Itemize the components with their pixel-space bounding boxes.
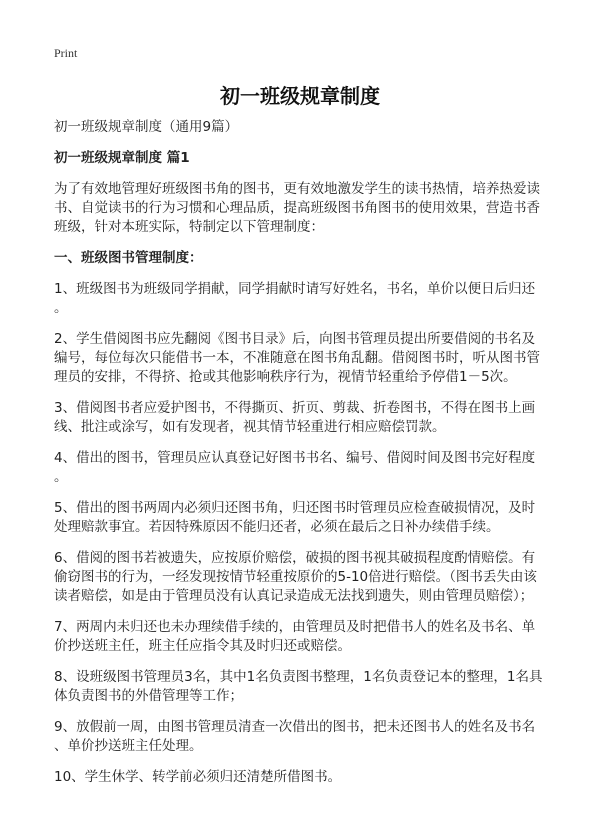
section-heading: 一、班级图书管理制度： — [54, 250, 203, 266]
text-line: 3、借阅图书者应爱护图书，不得撕页、折页、剪裁、折卷图书，不得在图书上画 — [54, 400, 536, 416]
text-line: 5、借出的图书两周内必须归还图书角，归还图书时管理员应检查破损情况，及时 — [54, 500, 536, 516]
rule-item — [54, 449, 574, 487]
article-heading: 初一班级规章制度 篇1 — [54, 150, 190, 166]
text-line: 线、批注或涂写，如有发现者，视其情节轻重进行相应赔偿罚款。 — [54, 419, 446, 435]
text-line: 4、借出的图书，管理员应认真登记好图书书名、编号、借阅时间及图书完好程度 — [54, 450, 536, 466]
text-line: 读者赔偿，如是由于管理员没有认真记录造成无法找到遗失，则由管理员赔偿）； — [54, 588, 534, 604]
text-line: 价抄送班主任，班主任应指令其及时归还或赔偿。 — [54, 638, 351, 654]
text-line: 偷窃图书的行为，一经发现按情节轻重按原价的5-10倍进行赔偿。（图书丢失由该 — [54, 569, 537, 585]
rule-item — [54, 499, 574, 537]
text-line: 书、自觉读书的行为习惯和心理品质，提高班级图书角图书的使用效果，营造书香 — [54, 200, 540, 216]
text-line: 体负责图书的外借管理等工作； — [54, 688, 243, 704]
rule-item — [54, 718, 574, 756]
intro-paragraph — [54, 180, 574, 237]
text-line: 1、班级图书为班级同学捐献，同学捐献时请写好姓名，书名，单价以便日后归还 — [54, 281, 536, 297]
rule-item — [54, 768, 574, 787]
text-line: 、单价抄送班主任处理。 — [54, 738, 203, 754]
text-line: 7、两周内未归还也未办理续借手续的，由管理员及时把借书人的姓名及书名、单 — [54, 619, 536, 635]
text-line: 6、借阅的图书若被遗失，应按原价赔偿，破损的图书视其破损程度酌情赔偿。有 — [54, 550, 536, 566]
text-line: 。 — [54, 469, 68, 485]
rule-item — [54, 330, 574, 387]
rule-item — [54, 668, 574, 706]
text-line: 2、学生借阅图书应先翻阅《图书目录》后，向图书管理员提出所要借阅的书名及 — [54, 331, 536, 347]
text-line: 理员的安排，不得挤、抢或其他影响秩序行为，视情节轻重给予停借1－5次。 — [54, 369, 517, 385]
text-line: 处理赔款事宜。若因特殊原因不能归还者，必须在最后之日补办续借手续。 — [54, 519, 500, 535]
print-link[interactable]: Print — [54, 46, 78, 60]
rule-item — [54, 618, 574, 656]
text-line: 。 — [54, 300, 68, 316]
text-line: 9、放假前一周，由图书管理员清查一次借出的图书，把未还图书人的姓名及书名 — [54, 719, 536, 735]
rule-item — [54, 399, 574, 437]
text-line: 8、设班级图书管理员3名，其中1名负责图书整理，1名负责登记本的整理，1名具 — [54, 669, 543, 685]
page-title: 初一班级规章制度 — [220, 84, 380, 108]
rule-item — [54, 280, 574, 318]
document-body — [54, 118, 574, 799]
text-line: 编号，每位每次只能借书一本，不准随意在图书角乱翻。借阅图书时，听从图书管 — [54, 350, 540, 366]
text-line: 10、学生休学、转学前必须归还清楚所借图书。 — [54, 769, 342, 785]
text-line: 班级，针对本班实际，特制定以下管理制度： — [54, 219, 324, 235]
text-line: 为了有效地管理好班级图书角的图书，更有效地激发学生的读书热情，培养热爱读 — [54, 181, 540, 197]
subtitle: 初一班级规章制度（通用9篇） — [54, 119, 239, 135]
rule-item — [54, 549, 574, 606]
rule-list — [54, 280, 574, 787]
